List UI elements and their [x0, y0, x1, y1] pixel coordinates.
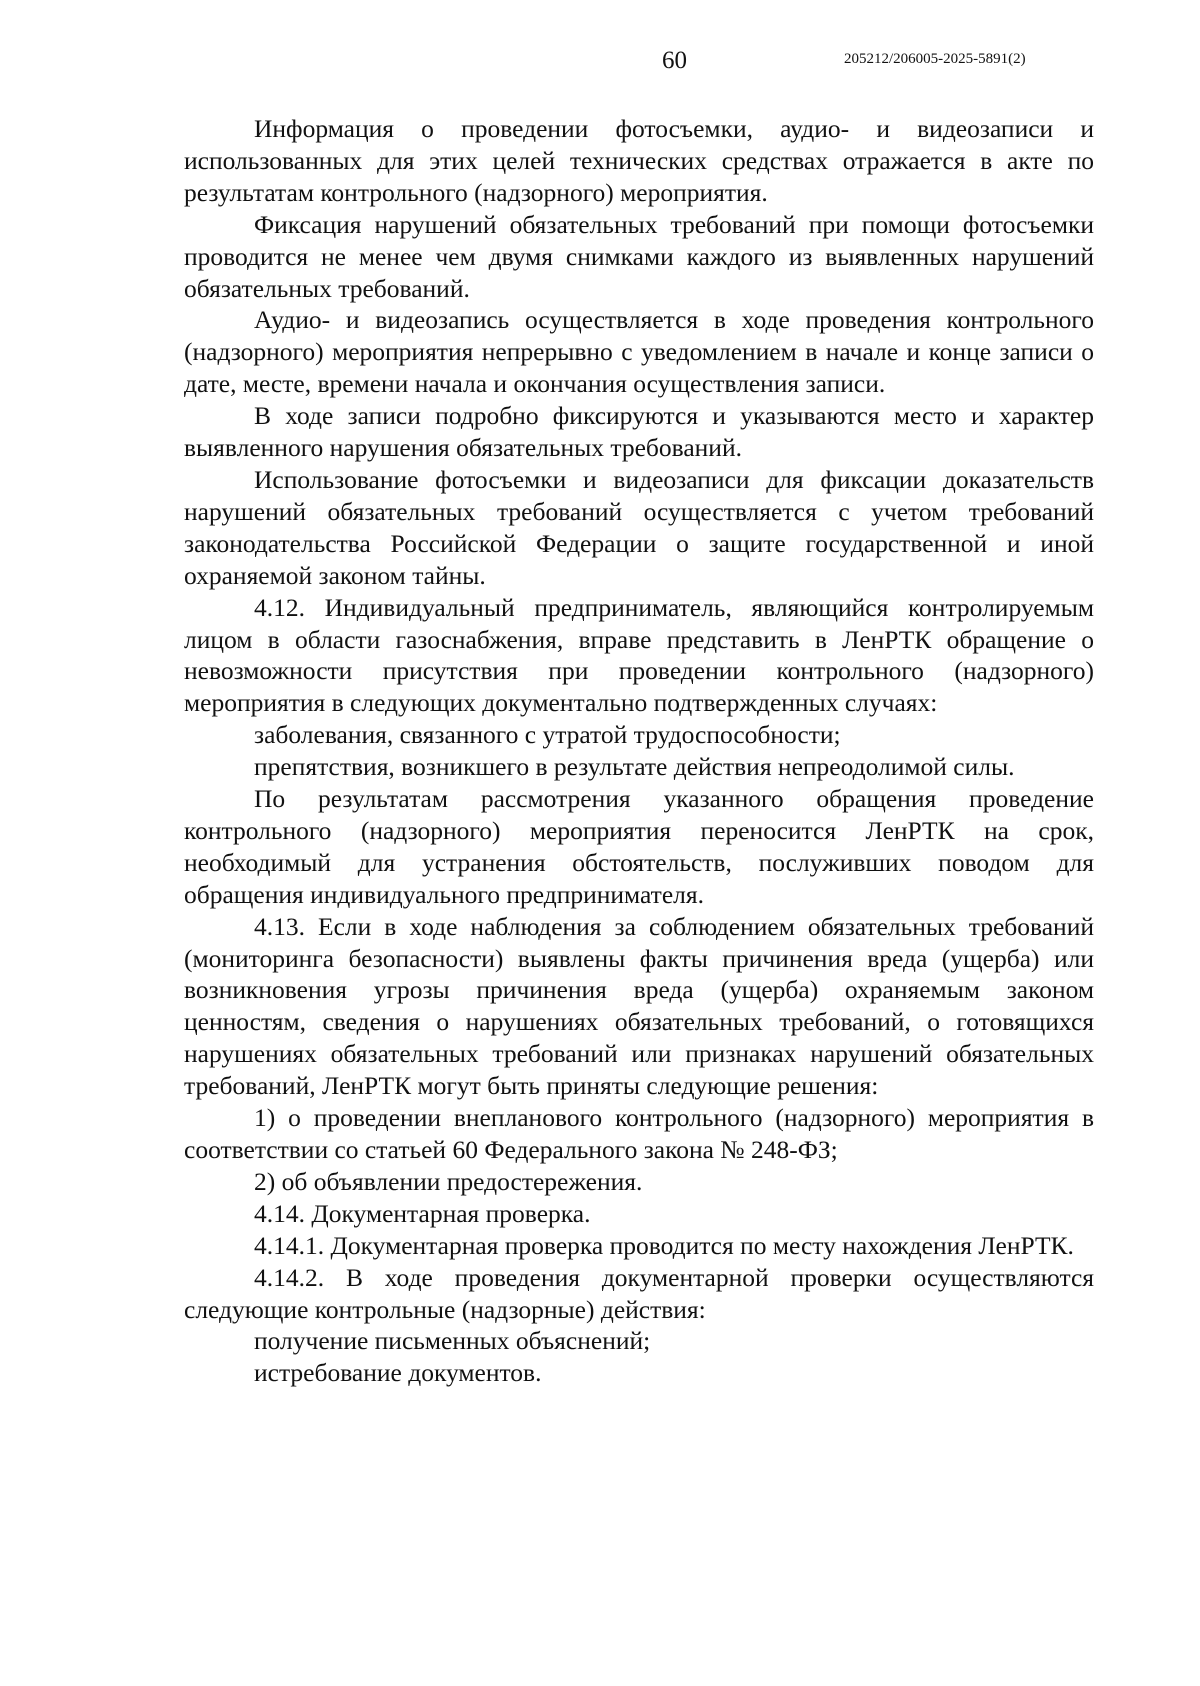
paragraph-4-13: 4.13. Если в ходе наблюдения за соблюдением обязательных требований (мониторинга безопасности) выявлены факты причинения вреда (ущерба) или возникновения угрозы причинения вреда (ущерба) охраняемым законом ценностям, сведения о нарушениях обязательных требований, о готовящихся нарушениях обязательных требований или признаках нарушений обязательных требований, ЛенРТК могут быть приняты следующие решения:	[184, 911, 1094, 1101]
paragraph-photo-fixation: Фиксация нарушений обязательных требований при помощи фотосъемки проводится не менее чем двумя снимками каждого из выявленных нарушений обязательных требований.	[184, 209, 1094, 303]
paragraph-recording-details: В ходе записи подробно фиксируются и указываются место и характер выявленного нарушения обязательных требований.	[184, 401, 1094, 463]
paragraph-written-explanations: получение письменных объяснений;	[254, 1326, 651, 1356]
paragraph-document-request: истребование документов.	[254, 1358, 542, 1388]
paragraph-evidence-use: Использование фотосъемки и видеозаписи для фиксации доказательств нарушений обязательных требований осуществляется с учетом требований законодательства Российской Федерации о защите государственной и иной охраняемой законом тайны.	[184, 464, 1094, 590]
document-body	[184, 113, 1094, 1389]
paragraph-decision-2: 2) об объявлении предостережения.	[254, 1166, 643, 1196]
paragraph-illness: заболевания, связанного с утратой трудоспособности;	[254, 720, 841, 750]
paragraph-4-14: 4.14. Документарная проверка.	[254, 1198, 591, 1228]
paragraph-4-12: 4.12. Индивидуальный предприниматель, являющийся контролируемым лицом в области газоснабжения, вправе представить в ЛенРТК обращение о невозможности присутствия при проведении контрольного (надзорного) мероприятия в следующих документально подтвержденных случаях:	[184, 592, 1094, 718]
paragraph-decision-1: 1) о проведении внепланового контрольного (надзорного) мероприятия в соответствии со статьей 60 Федерального закона № 248-ФЗ;	[184, 1103, 1094, 1164]
page-number: 60	[662, 47, 687, 74]
document-id: 205212/206005-2025-5891(2)	[844, 51, 1026, 67]
paragraph-photo-info: Информация о проведении фотосъемки, аудио- и видеозаписи и использованных для этих целей технических средствах отражается в акте по результатам контрольного (надзорного) мероприятия.	[184, 114, 1094, 207]
paragraph-force-majeure: препятствия, возникшего в результате действия непреодолимой силы.	[254, 752, 1015, 782]
paragraph-4-14-1: 4.14.1. Документарная проверка проводится по месту нахождения ЛенРТК.	[254, 1230, 1074, 1260]
paragraph-postponement: По результатам рассмотрения указанного обращения проведение контрольного (надзорного) мероприятия переносится ЛенРТК на срок, необходимый для устранения обстоятельств, послуживших поводом для обращения индивидуального предпринимателя.	[184, 784, 1094, 909]
paragraph-audio-video: Аудио- и видеозапись осуществляется в ходе проведения контрольного (надзорного) мероприятия непрерывно с уведомлением в начале и конце записи о дате, месте, времени начала и окончания осуществления записи.	[184, 305, 1094, 399]
paragraph-4-14-2: 4.14.2. В ходе проведения документарной проверки осуществляются следующие контрольные (надзорные) действия:	[184, 1262, 1094, 1324]
